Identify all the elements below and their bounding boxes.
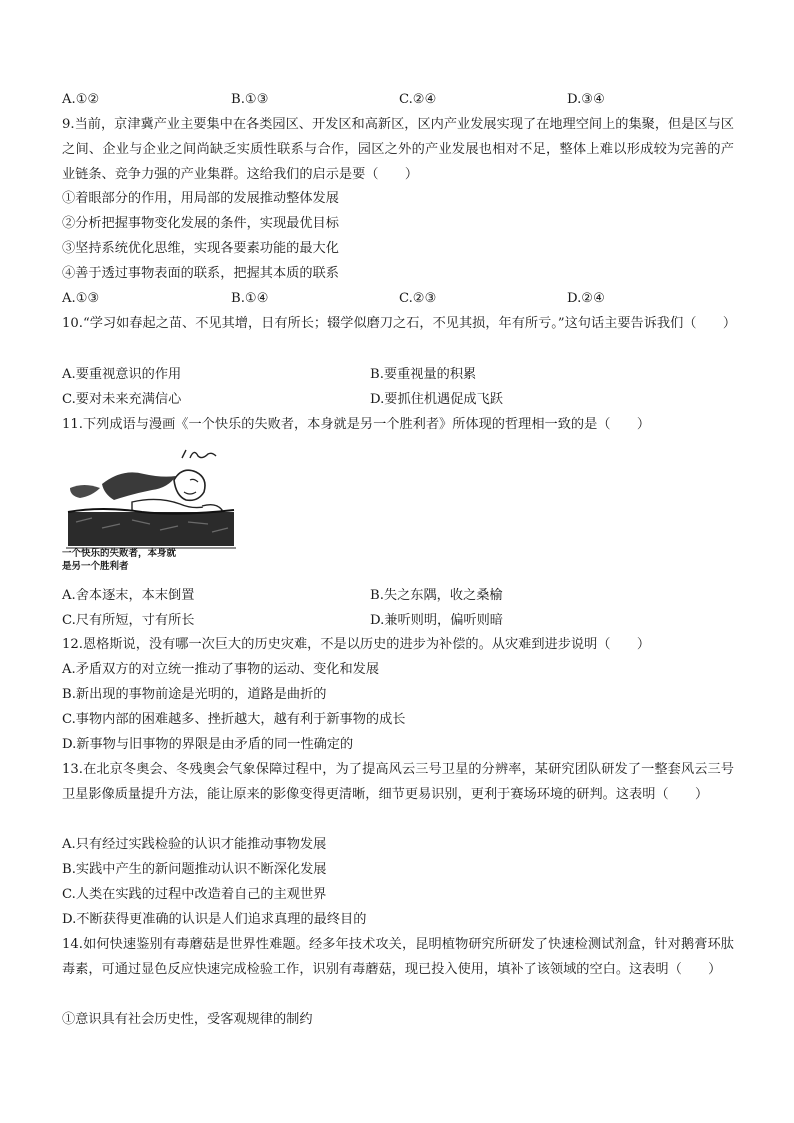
q9-item-3: ③坚持系统优化思维，实现各要素功能的最大化 [62, 241, 339, 256]
q14-stem: 14.如何快速鉴别有毒蘑菇是世界性难题。经多年技术攻关，昆明植物研究所研发了快速检测试剂盒，针对鹅膏环肽毒素，可通过显色反应快速完成检验工作，识别有毒蘑菇，现已投入使用，填补了该领域的空白。这表明（ ） [62, 937, 734, 977]
q12-option-b[interactable]: B.新出现的事物前途是光明的，道路是曲折的 [62, 687, 327, 702]
q11-option-b[interactable]: B.失之东隅，收之桑榆 [370, 588, 503, 603]
q9-option-b[interactable]: B.①④ [231, 291, 269, 306]
q9-option-c[interactable]: C.②③ [399, 291, 437, 306]
q8-option-a[interactable]: A.①② [62, 92, 100, 107]
q12-option-c[interactable]: C.事物内部的困难越多、挫折越大，越有利于新事物的成长 [62, 712, 406, 727]
q12-stem: 12.恩格斯说，没有哪一次巨大的历史灾难，不是以历史的进步为补偿的。从灾难到进步说明（ ） [62, 637, 651, 652]
q13-option-c[interactable]: C.人类在实践的过程中改造着自己的主观世界 [62, 887, 327, 902]
q11-option-d[interactable]: D.兼听则明，偏听则暗 [370, 613, 503, 628]
q9-options [62, 290, 734, 308]
q9-stem: 9.当前，京津冀产业主要集中在各类园区、开发区和高新区，区内产业发展实现了在地理空间上的集聚，但是区与区之间、企业与企业之间尚缺乏实质性联系与合作，园区之外的产业发展也相对不足，整体上难以形成较为完善的产业链条、竞争力强的产业集群。这给我们的启示是要（ ） [62, 117, 734, 182]
q9-option-a[interactable]: A.①③ [62, 291, 100, 306]
q10-option-a[interactable]: A.要重视意识的作用 [62, 367, 182, 382]
q10-options-row2 [62, 391, 734, 409]
q13-stem: 13.在北京冬奥会、冬残奥会气象保障过程中，为了提高风云三号卫星的分辨率，某研究团队研发了一整套风云三号卫星影像质量提升方法，能让原来的影像变得更清晰，细节更易识别，更利于赛场环境的研判。这表明（ ） [62, 762, 734, 802]
cartoon-happy-loser [62, 444, 240, 579]
q8-options [62, 91, 734, 109]
q11-option-a[interactable]: A.舍本逐末，本末倒置 [62, 588, 195, 603]
q13-option-a[interactable]: A.只有经过实践检验的认识才能推动事物发展 [62, 837, 327, 852]
q11-options-row2 [62, 612, 734, 630]
q10-option-c[interactable]: C.要对未来充满信心 [62, 392, 182, 407]
cartoon-caption-line-2: 是另一个胜利者 [62, 561, 129, 572]
q8-option-c[interactable]: C.②④ [399, 92, 437, 107]
q14-item-1: ①意识具有社会历史性，受客观规律的制约 [62, 1012, 313, 1027]
q10-option-b[interactable]: B.要重视量的积累 [370, 367, 477, 382]
q10-stem: 10.“学习如春起之苗、不见其增，日有所长；辍学似磨刀之石，不见其损，年有所亏。”这句话主要告诉我们（ ） [62, 316, 737, 331]
q11-option-c[interactable]: C.尺有所短，寸有所长 [62, 613, 195, 628]
q9-item-4: ④善于透过事物表面的联系，把握其本质的联系 [62, 266, 339, 281]
q11-options-row1 [62, 587, 734, 605]
q9-item-1: ①着眼部分的作用，用局部的发展推动整体发展 [62, 191, 339, 206]
q13-option-b[interactable]: B.实践中产生的新问题推动认识不断深化发展 [62, 862, 327, 877]
q12-option-a[interactable]: A.矛盾双方的对立统一推动了事物的运动、变化和发展 [62, 662, 380, 677]
q11-stem: 11.下列成语与漫画《一个快乐的失败者，本身就是另一个胜利者》所体现的哲理相一致的是（ ） [62, 417, 651, 432]
q8-option-b[interactable]: B.①③ [231, 92, 269, 107]
q13-option-d[interactable]: D.不断获得更准确的认识是人们追求真理的最终目的 [62, 912, 367, 927]
q9-option-d[interactable]: D.②④ [567, 291, 605, 306]
cartoon-caption-line-1: 一个快乐的失败者，本身就 [62, 548, 177, 559]
q10-option-d[interactable]: D.要抓住机遇促成飞跃 [370, 392, 503, 407]
q9-item-2: ②分析把握事物变化发展的条件，实现最优目标 [62, 216, 339, 231]
q10-options-row1 [62, 366, 734, 384]
q12-option-d[interactable]: D.新事物与旧事物的界限是由矛盾的同一性确定的 [62, 737, 354, 752]
q8-option-d[interactable]: D.③④ [567, 92, 605, 107]
